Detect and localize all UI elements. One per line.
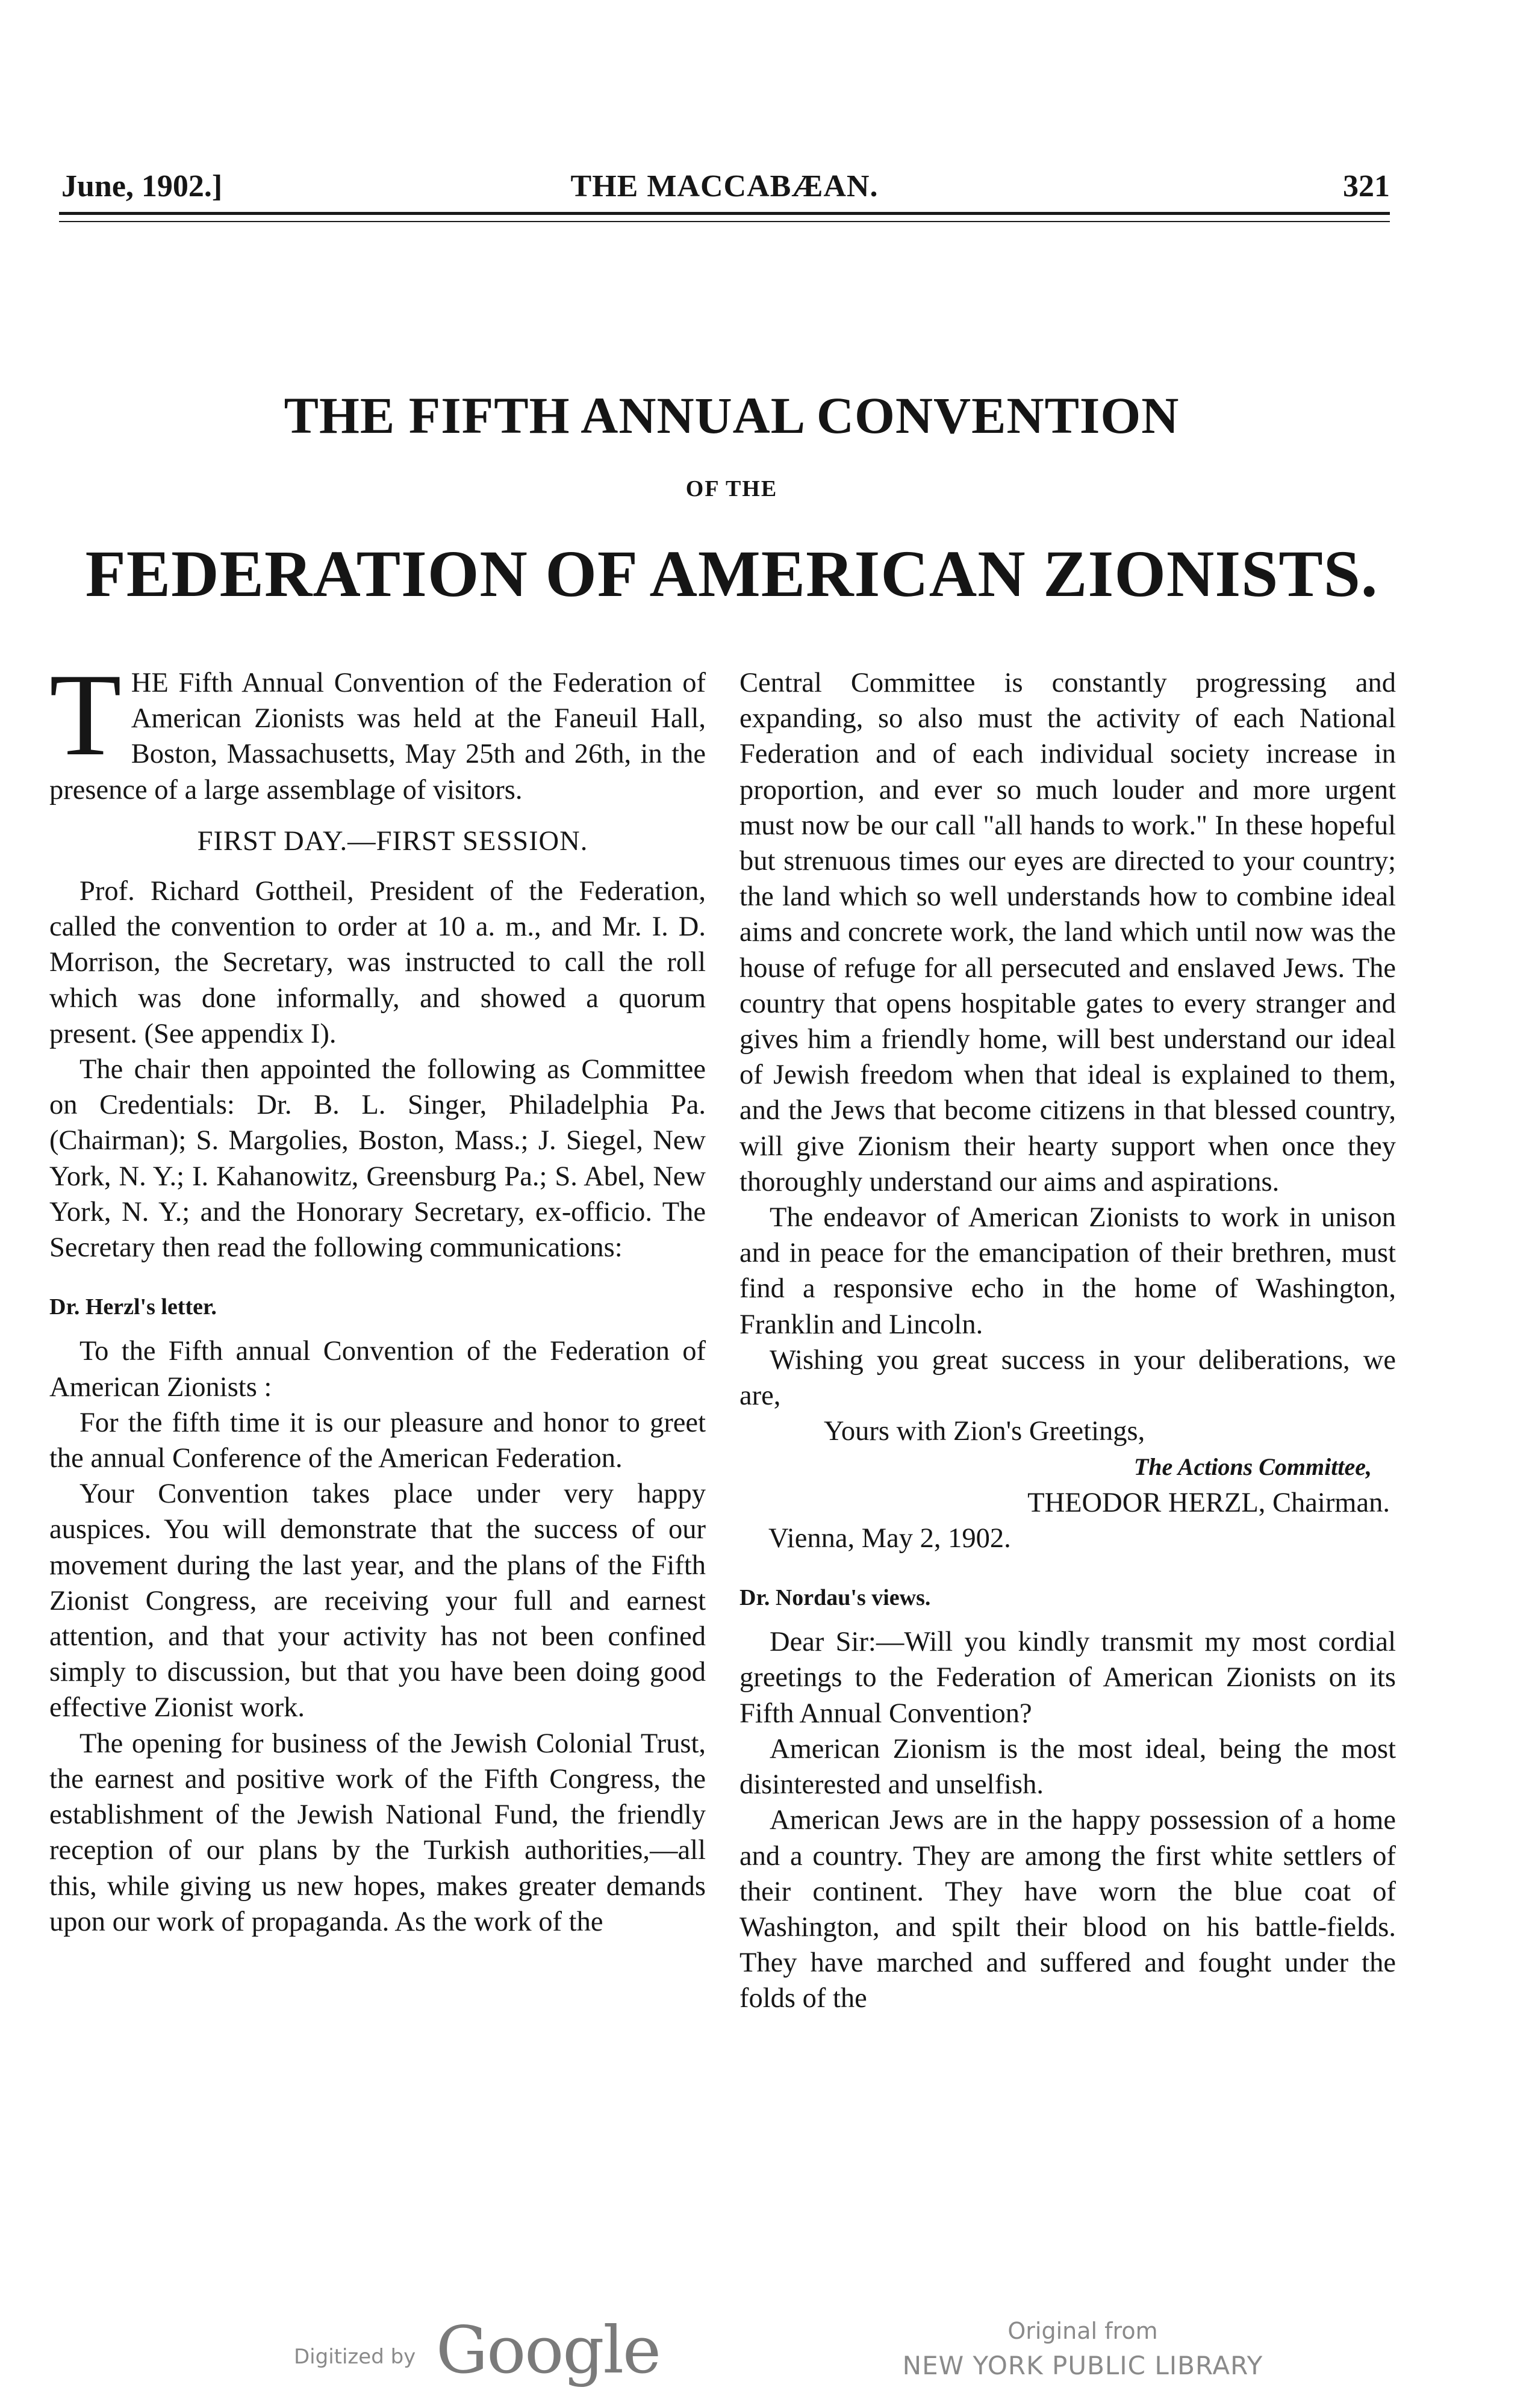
intro-text: HE Fifth Annual Convention of the Federation of American Zionists was held at the Faneuil Hall, Boston, Massachusetts, May 25th and 26th, in the presence of a large assemblage of visitors.: [49, 668, 706, 805]
digitized-by-label: Digitized by: [294, 2345, 416, 2369]
running-head: [59, 158, 1390, 206]
paragraph: The chair then appointed the following as Committee on Credentials: Dr. B. L. Singer, Philadelphia Pa. (Chairman); S. Margolies, Boston, Mass.; J. Siegel, New York, N. Y.; I. Kahanowitz, Greensburg Pa.; S. Abel, New York, N. Y.; and the Honorary Secretary, ex-officio. The Secretary then read the following communications:: [49, 1054, 706, 1264]
original-from-label: Original from: [1007, 2318, 1158, 2344]
subheading-herzl-letter: Dr. Herzl's letter.: [49, 1294, 217, 1320]
letter-signatory-committee: The Actions Committee,: [1133, 1453, 1372, 1481]
letter-closing: Yours with Zion's Greetings,: [824, 1416, 1145, 1447]
paragraph: The endeavor of American Zionists to work in unison and in peace for the emancipation of their brethren, must find a responsive echo in the home of Washington, Franklin and Lincoln.: [739, 1202, 1396, 1340]
paragraph: American Zionism is the most ideal, being the most disinterested and unselfish.: [739, 1733, 1396, 1801]
paragraph: Your Convention takes place under very happy auspices. You will demonstrate that the success of our movement during the last year, and the plans of the Fifth Zionist Congress, are receiving your full and earnest attention, and that your activity has not been confined simply to discussion, but that you have been doing good effective Zionist work.: [49, 1479, 706, 1724]
source-library-label: NEW YORK PUBLIC LIBRARY: [902, 2351, 1263, 2380]
running-head-journal-title: THE MACCABÆAN.: [570, 169, 879, 203]
intro-paragraph: [49, 650, 706, 808]
right-column: [739, 665, 1396, 2017]
paragraph: Central Committee is constantly progressing and expanding, so also must the activity of each National Federation and of each individual society increase in proportion, and ever so much louder and more urgent must now be our call "all hands to work." In these hopeful but strenuous times our eyes are directed to your country; the land which so well understands how to combine ideal aims and concrete work, the land which until now was the house of refuge for all persecuted and enslaved Jews. The country that opens hospitable gates to every stranger and gives him a friendly home, will best understand our ideal of Jewish freedom when that ideal is explained to them, and the Jews that become citizens in that blessed country, will give Zionism their hearty support when once they thoroughly understand our aims and aspirations.: [739, 668, 1396, 1197]
article-title-line-3: FEDERATION OF AMERICAN ZIONISTS.: [85, 537, 1378, 610]
paragraph: For the fifth time it is our pleasure and honor to greet the annual Conference of the American Federation.: [49, 1407, 706, 1474]
letter-dateline: Vienna, May 2, 1902.: [768, 1522, 1011, 1554]
paragraph: Prof. Richard Gottheil, President of the Federation, called the convention to order at 10 a. m., and Mr. I. D. Morrison, the Secretary, was instructed to call the roll which was done informally, and showed a quorum present. (See appendix I).: [49, 876, 706, 1049]
subheading-nordau-views: Dr. Nordau's views.: [739, 1585, 931, 1611]
page-number: 321: [1343, 169, 1390, 203]
paragraph: To the Fifth annual Convention of the Federation of American Zionists :: [49, 1336, 706, 1403]
paragraph: American Jews are in the happy possession of a home and a country. They are among the first white settlers of their continent. They have worn the blue coat of Washington, and spilt their blood on his battle-fields. They have marched and suffered and fought under the folds of the: [739, 1805, 1396, 2014]
article-title-line-1: THE FIFTH ANNUAL CONVENTION: [284, 386, 1180, 444]
paragraph: The opening for business of the Jewish Colonial Trust, the earnest and positive work of the Fifth Congress, the establishment of the Jewish National Fund, the friendly reception of our plans by the Turkish authorities,—all this, while giving us new hopes, makes greater demands upon our work of propaganda. As the work of the: [49, 1728, 706, 1937]
drop-cap: T: [49, 650, 122, 780]
paragraph: Wishing you great success in your deliberations, we are,: [739, 1344, 1396, 1412]
article-title-line-2: OF THE: [685, 476, 778, 501]
running-head-date: June, 1902.]: [61, 169, 223, 203]
header-rule-thin: [59, 221, 1390, 222]
google-logo: Google: [436, 2313, 660, 2388]
paragraph: Dear Sir:—Will you kindly transmit my most cordial greetings to the Federation of American Zionists on its Fifth Annual Convention?: [739, 1627, 1396, 1729]
section-heading: FIRST DAY.—FIRST SESSION.: [197, 825, 588, 857]
header-rule-thick: [59, 212, 1390, 215]
left-column: [49, 650, 706, 1940]
letter-signatory-name: THEODOR HERZL, Chairman.: [1027, 1487, 1390, 1518]
